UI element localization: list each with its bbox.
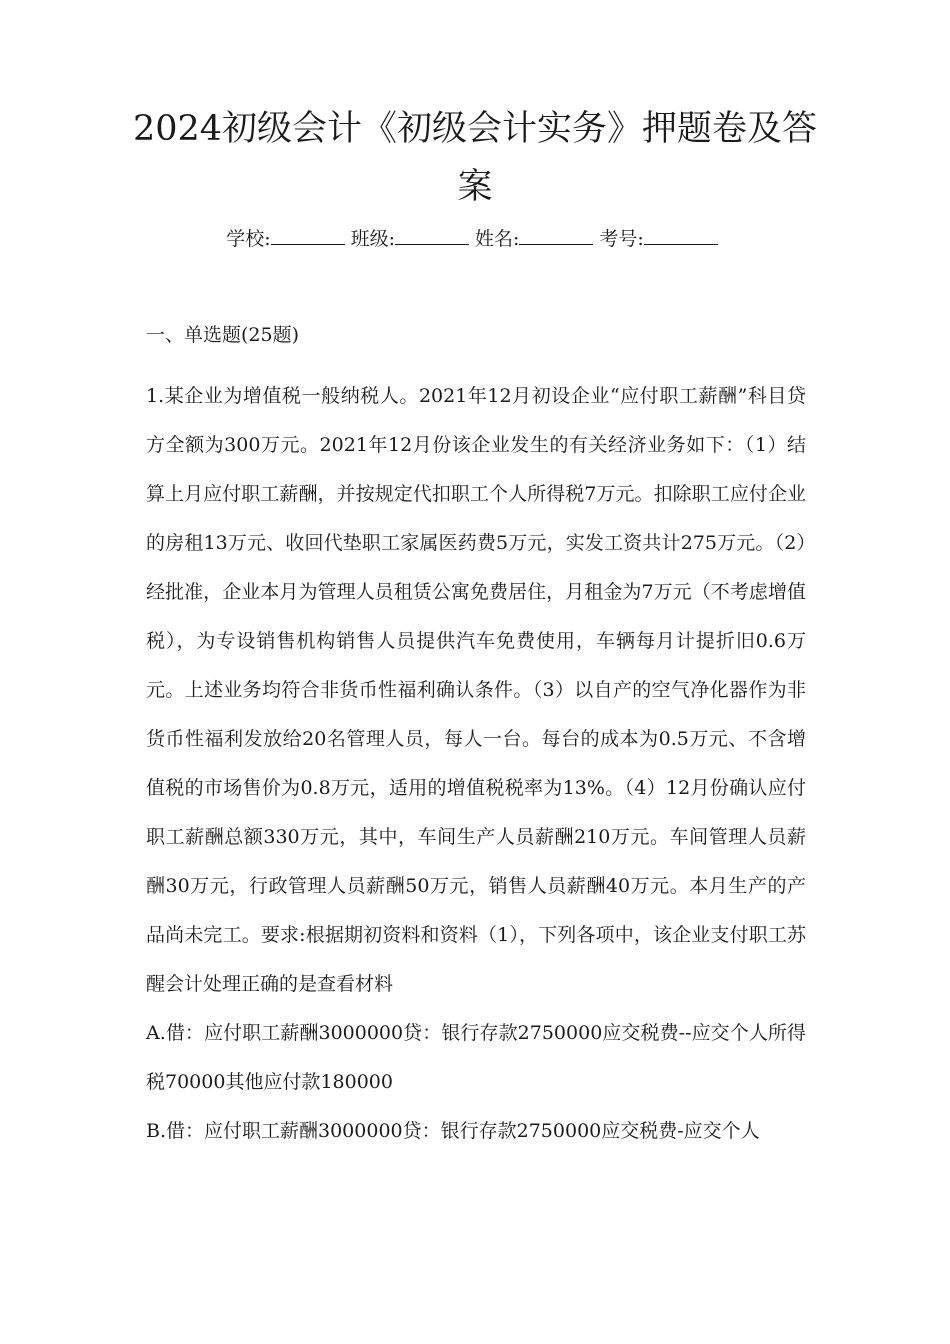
exam-number-field — [599, 222, 723, 254]
question-stem: 1.某企业为增值税一般纳税人。2021年12月初设企业“应付职工薪酬”科目贷方全额为300万元。2021年12月份该企业发生的有关经济业务如下：（1）结算上月应付职工薪酬，并按规定代扣职工个人所得税7万元。扣除职工应付企业的房租13万元、收回代垫职工家属医药费5万元，实发工资共计275万元。（2）经批准，企业本月为管理人员租赁公寓免费居住，月租金为7万元（不考虑增值税），为专设销售机构销售人员提供汽车免费使用，车辆每月计提折旧0.6万元。上述业务均符合非货币性福利确认条件。（3）以自产的空气净化器作为非货币性福利发放给20名管理人员，每人一台。每台的成本为0.5万元、不含增值税的市场售价为0.8万元，适用的增值税税率为13%。（4）12月份确认应付职工薪酬总额330万元，其中，车间生产人员薪酬210万元。车间管理人员薪酬30万元，行政管理人员薪酬50万元，销售人员薪酬40万元。本月生产的产品尚未完工。要求:根据期初资料和资料（1），下列各项中，该企业支付职工苏醒会计处理正确的是查看材料 — [146, 385, 806, 995]
student-info-line — [100, 222, 850, 254]
name-blank — [519, 222, 593, 245]
name-field — [475, 222, 599, 254]
class-field — [351, 222, 475, 254]
name-label: 姓名: — [475, 228, 520, 250]
class-blank — [395, 222, 469, 245]
school-blank — [271, 222, 345, 245]
school-field — [226, 222, 350, 254]
option-a: A.借：应付职工薪酬3000000贷：银行存款2750000应交税费--应交个人所得税70000其他应付款180000 — [146, 1022, 806, 1093]
option-b: B.借：应付职工薪酬3000000贷：银行存款2750000应交税费-应交个人 — [146, 1120, 760, 1142]
document-title: 2024初级会计《初级会计实务》押题卷及答案 — [132, 109, 818, 207]
school-label: 学校: — [226, 228, 271, 250]
question-1 — [146, 372, 806, 1156]
class-label: 班级: — [350, 228, 395, 250]
exam-number-blank — [644, 222, 718, 245]
section-heading: 一、单选题(25题) — [146, 324, 300, 346]
exam-number-label: 考号: — [599, 228, 644, 250]
